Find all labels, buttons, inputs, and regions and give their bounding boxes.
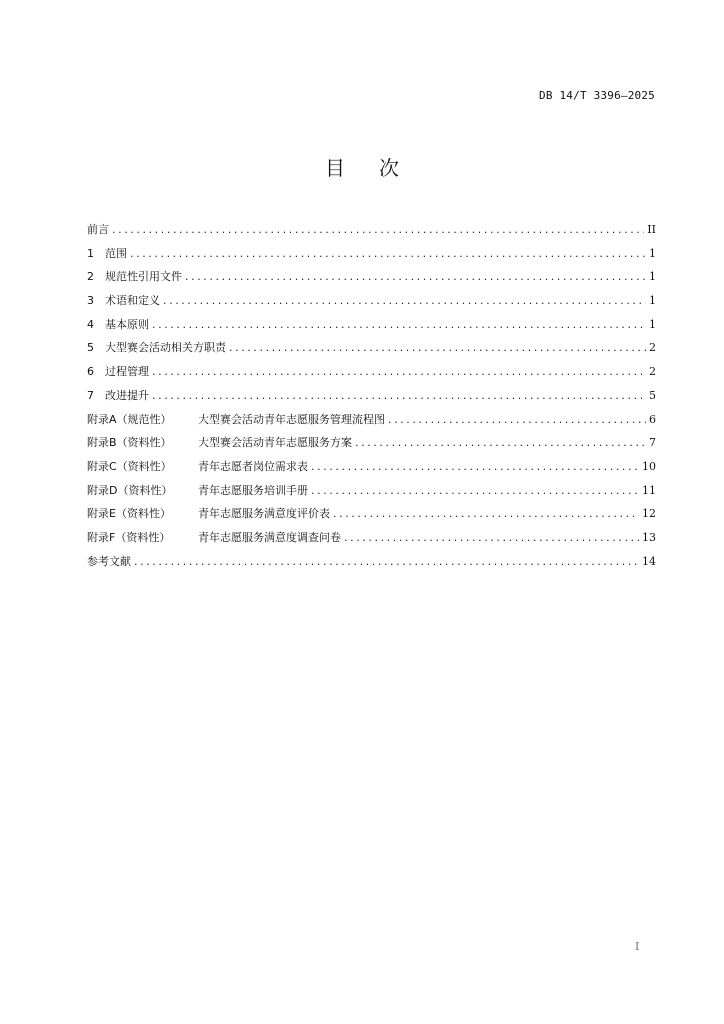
toc-entry-page: 12 xyxy=(642,507,656,521)
toc-entry-page: 1 xyxy=(649,270,656,284)
toc-entry-appendix-prefix: 附录F（资料性） xyxy=(87,530,171,544)
toc-dot-leader xyxy=(388,408,646,432)
toc-dot-leader xyxy=(344,526,639,550)
toc-entry[interactable] xyxy=(87,455,656,479)
toc-entry-page: 2 xyxy=(649,365,656,379)
toc-entry[interactable] xyxy=(87,336,656,360)
toc-entry[interactable] xyxy=(87,360,656,384)
toc-dot-leader xyxy=(229,336,646,360)
toc-entry-page: II xyxy=(647,223,656,236)
toc-dot-leader xyxy=(134,550,639,574)
toc-entry-label: 大型赛会活动青年志愿服务管理流程图 xyxy=(198,412,385,426)
toc-entry-label: 术语和定义 xyxy=(105,294,160,308)
toc-entry[interactable] xyxy=(87,502,656,526)
toc-entry-number: 1 xyxy=(87,246,94,260)
toc-entry-label: 参考文献 xyxy=(87,554,131,568)
toc-entry[interactable] xyxy=(87,384,656,408)
toc-dot-leader xyxy=(185,265,646,289)
toc-entry-label: 过程管理 xyxy=(105,365,149,379)
page-number: I xyxy=(635,940,640,953)
toc-dot-leader xyxy=(152,360,646,384)
toc-entry-label: 青年志愿者岗位需求表 xyxy=(198,459,308,473)
toc-entry[interactable] xyxy=(87,526,656,550)
toc-entry-label: 青年志愿服务培训手册 xyxy=(198,483,308,497)
page-title: 目次 xyxy=(325,156,433,180)
toc-entry-appendix-prefix: 附录B（资料性） xyxy=(87,436,172,450)
toc-entry-page: 2 xyxy=(649,341,656,355)
document-code: DB 14/T 3396—2025 xyxy=(539,89,655,102)
toc-entry-number: 2 xyxy=(87,270,94,284)
toc-entry-page: 1 xyxy=(649,294,656,308)
toc-entry-page: 11 xyxy=(642,483,656,497)
toc-dot-leader xyxy=(333,502,639,526)
toc-entry-label: 改进提升 xyxy=(105,388,149,402)
toc-dot-leader xyxy=(130,242,646,266)
toc-dot-leader xyxy=(355,431,646,455)
toc-entry-page: 13 xyxy=(642,530,656,544)
toc-entry-page: 5 xyxy=(649,388,656,402)
toc-entry-appendix-prefix: 附录C（资料性） xyxy=(87,459,172,473)
toc-entry[interactable] xyxy=(87,408,656,432)
toc-entry-label: 大型赛会活动相关方职责 xyxy=(105,341,226,355)
table-of-contents xyxy=(87,218,656,573)
toc-entry-number: 3 xyxy=(87,294,94,308)
toc-entry-number: 7 xyxy=(87,388,94,402)
toc-entry-page: 1 xyxy=(649,246,656,260)
toc-entry-appendix-prefix: 附录D（资料性） xyxy=(87,483,173,497)
toc-dot-leader xyxy=(163,289,646,313)
toc-entry-label: 前言 xyxy=(87,223,109,236)
toc-entry-page: 14 xyxy=(642,554,656,568)
toc-entry-page: 7 xyxy=(649,436,656,450)
toc-entry[interactable] xyxy=(87,218,656,242)
toc-entry-number: 6 xyxy=(87,365,94,379)
toc-entry[interactable] xyxy=(87,265,656,289)
toc-dot-leader xyxy=(152,384,646,408)
toc-dot-leader xyxy=(311,455,639,479)
toc-entry-label: 规范性引用文件 xyxy=(105,270,182,284)
toc-entry-label: 范围 xyxy=(105,246,127,260)
toc-entry-label: 青年志愿服务满意度评价表 xyxy=(198,507,330,521)
toc-entry-page: 6 xyxy=(649,412,656,426)
toc-entry[interactable] xyxy=(87,550,656,574)
toc-dot-leader xyxy=(311,479,639,503)
toc-entry[interactable] xyxy=(87,313,656,337)
toc-dot-leader xyxy=(112,218,644,242)
toc-entry-appendix-prefix: 附录E（资料性） xyxy=(87,507,171,521)
toc-entry-page: 1 xyxy=(649,317,656,331)
toc-dot-leader xyxy=(152,313,646,337)
toc-entry-label: 大型赛会活动青年志愿服务方案 xyxy=(198,436,352,450)
toc-entry[interactable] xyxy=(87,242,656,266)
toc-entry[interactable] xyxy=(87,479,656,503)
toc-entry-page: 10 xyxy=(642,459,656,473)
toc-entry-number: 5 xyxy=(87,341,94,355)
toc-entry-appendix-prefix: 附录A（规范性） xyxy=(87,412,172,426)
toc-entry[interactable] xyxy=(87,431,656,455)
toc-entry[interactable] xyxy=(87,289,656,313)
toc-entry-label: 基本原则 xyxy=(105,317,149,331)
toc-entry-number: 4 xyxy=(87,317,94,331)
toc-entry-label: 青年志愿服务满意度调查问卷 xyxy=(198,530,341,544)
